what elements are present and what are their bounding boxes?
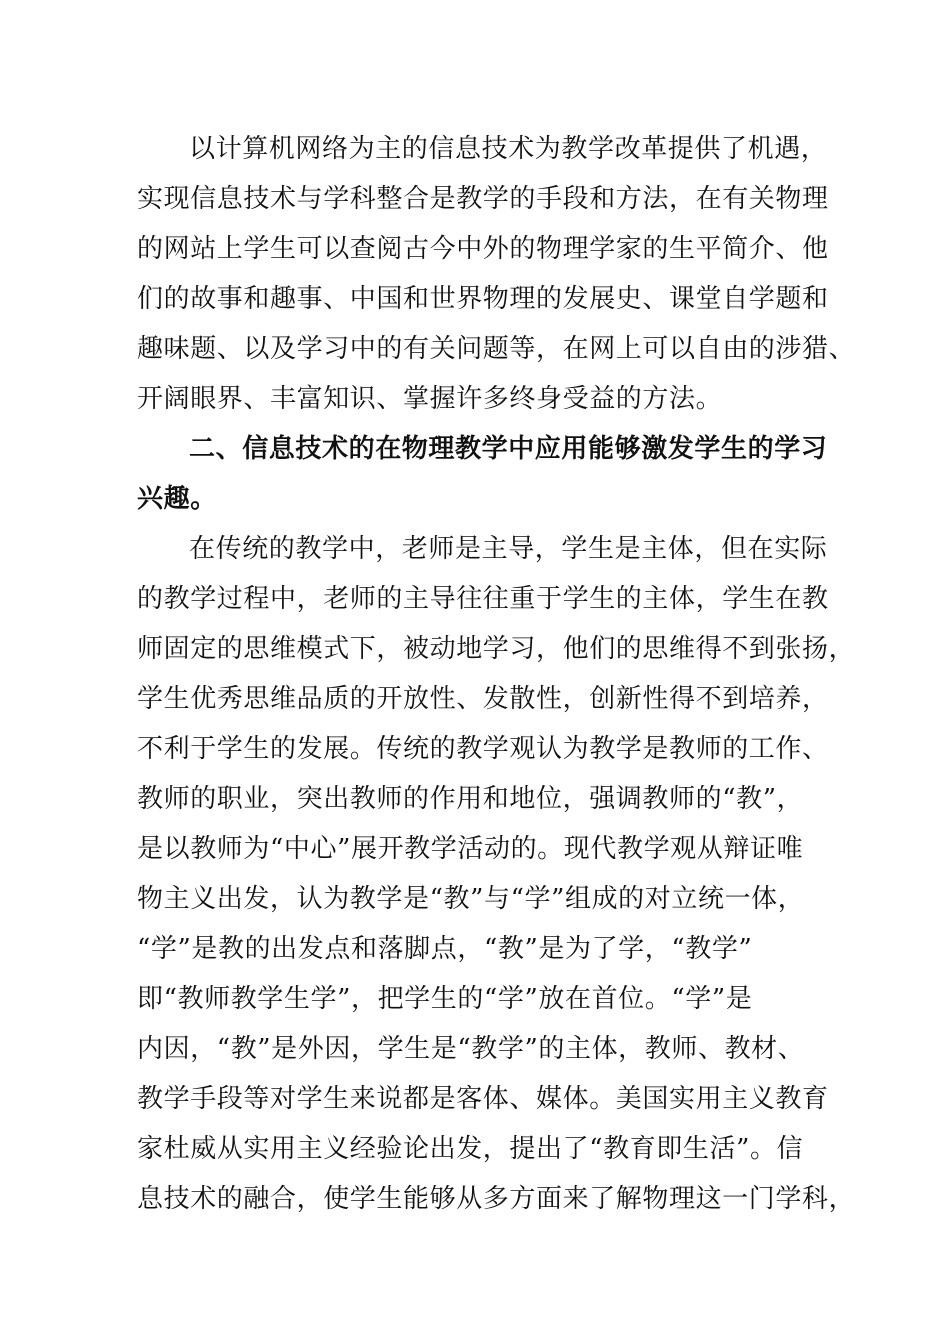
paragraph-1-line-6: 开阔眼界、丰富知识、掌握许多终身受益的方法。 (137, 384, 723, 414)
paragraph-2-line-4: 学生优秀思维品质的开放性、发散性，创新性得不到培养， (137, 684, 829, 714)
paragraph-1-line-1: 以计算机网络为主的信息技术为教学改革提供了机遇， (189, 134, 828, 164)
paragraph-2-line-1: 在传统的教学中，老师是主导，学生是主体，但在实际 (189, 534, 828, 564)
paragraph-1-line-2: 实现信息技术与学科整合是教学的手段和方法，在有关物理 (137, 184, 829, 214)
section-heading-line-1: 二、信息技术的在物理教学中应用能够激发学生的学习 (189, 434, 828, 464)
paragraph-2-line-7: 是以教师为“中心”展开教学活动的。现代教学观从辩证唯 (137, 834, 804, 864)
paragraph-2-line-10: 即“教师教学生学”，把学生的“学”放在首位。“学”是 (137, 984, 753, 1014)
paragraph-1-line-3: 的网站上学生可以查阅古今中外的物理学家的生平简介、他 (137, 234, 829, 264)
paragraph-1-line-4: 们的故事和趣事、中国和世界物理的发展史、课堂自学题和 (137, 284, 829, 314)
paragraph-2-line-11: 内因，“教”是外因，学生是“教学”的主体，教师、教材、 (137, 1034, 805, 1064)
paragraph-2-line-8: 物主义出发，认为教学是“教”与“学”组成的对立统一体， (137, 884, 805, 914)
section-heading-line-2: 兴趣。 (137, 484, 217, 514)
paragraph-2-line-5: 不利于学生的发展。传统的教学观认为教学是教师的工作、 (137, 734, 829, 764)
paragraph-2-line-6: 教师的职业，突出教师的作用和地位，强调教师的“教”， (137, 784, 804, 814)
paragraph-2-line-12: 教学手段等对学生来说都是客体、媒体。美国实用主义教育 (137, 1084, 829, 1114)
paragraph-2-line-3: 师固定的思维模式下，被动地学习，他们的思维得不到张扬， (137, 634, 856, 664)
paragraph-2-line-9: “学”是教的出发点和落脚点，“教”是为了学，“教学” (137, 934, 753, 964)
paragraph-2-line-2: 的教学过程中，老师的主导往往重于学生的主体，学生在教 (137, 584, 829, 614)
paragraph-2-line-13: 家杜威从实用主义经验论出发，提出了“教育即生活”。信 (137, 1134, 804, 1164)
paragraph-2-line-14: 息技术的融合，使学生能够从多方面来了解物理这一门学科， (137, 1184, 856, 1214)
paragraph-1-line-5: 趣味题、以及学习中的有关问题等，在网上可以自由的涉猎、 (137, 334, 856, 364)
